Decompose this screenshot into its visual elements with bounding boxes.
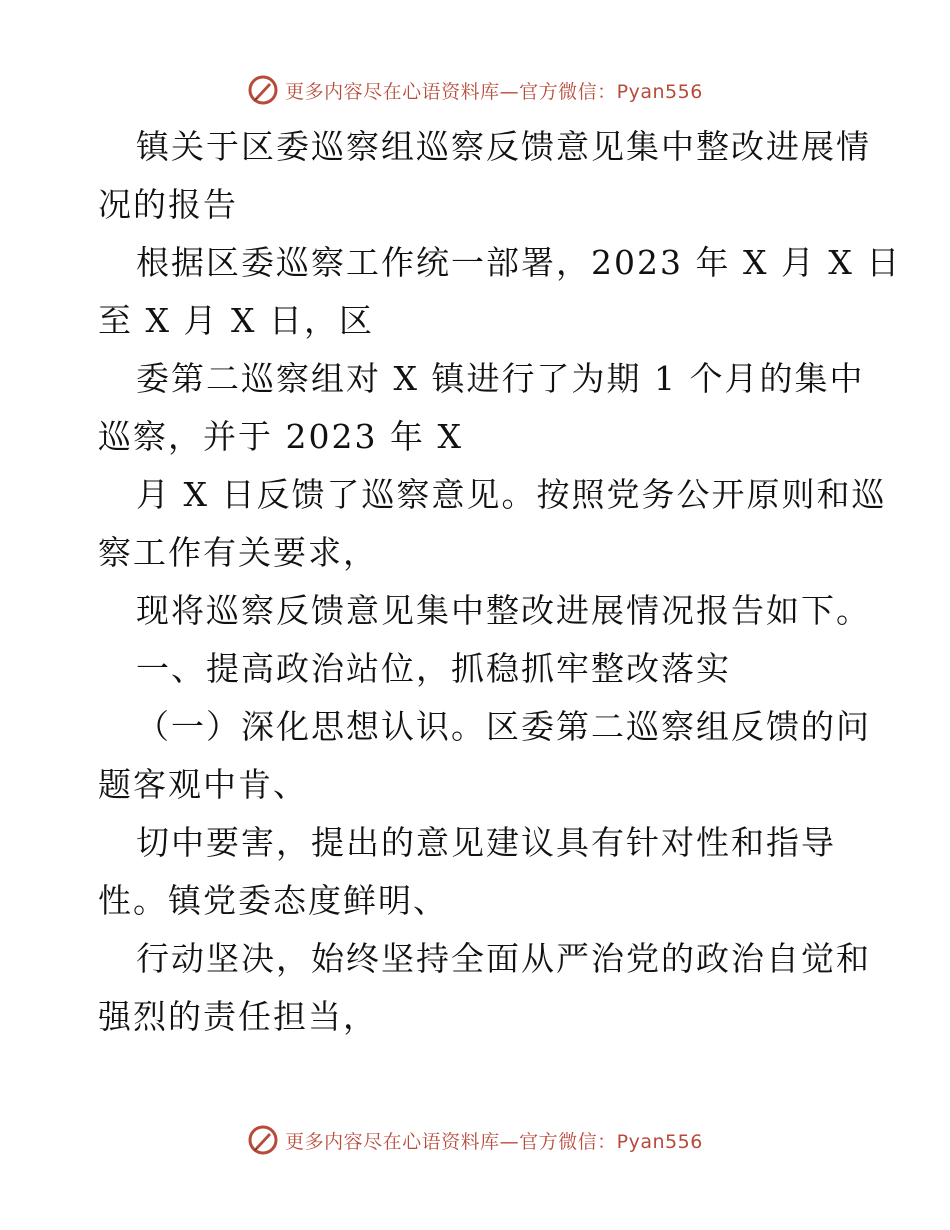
- text-line: 委第二巡察组对 X 镇进行了为期 1 个月的集中: [136, 359, 865, 398]
- text-line: 题客观中肯、: [98, 765, 308, 804]
- paragraph: [98, 350, 865, 466]
- text-line: 察工作有关要求，: [98, 533, 378, 572]
- text-line: 根据区委巡察工作统一部署，2023 年 X 月 X 日: [136, 243, 902, 282]
- text-line: 行动坚决，始终坚持全面从严治党的政治自觉和: [136, 939, 871, 978]
- text-line: 切中要害，提出的意见建议具有针对性和指导: [136, 823, 836, 862]
- header-banner: [0, 70, 950, 110]
- text-line: 镇关于区委巡察组巡察反馈意见集中整改进展情: [136, 127, 871, 166]
- quill-seal-icon: [247, 74, 279, 106]
- footer-banner-text: 更多内容尽在心语资料库—官方微信：Pyan556: [285, 1130, 703, 1153]
- paragraph: [98, 930, 871, 1046]
- text-line: 至 X 月 X 日，区: [98, 301, 374, 340]
- text-line: 性。镇党委态度鲜明、: [98, 881, 448, 920]
- text-line: 现将巡察反馈意见集中整改进展情况报告如下。: [136, 591, 871, 630]
- text-line: 强烈的责任担当，: [98, 997, 378, 1036]
- paragraph: [98, 698, 871, 814]
- section-heading: [98, 640, 858, 698]
- paragraph: [98, 582, 871, 640]
- text-line: 月 X 日反馈了巡察意见。按照党务公开原则和巡: [136, 475, 887, 514]
- paragraph: [98, 814, 858, 930]
- text-line: 巡察，并于 2023 年 X: [98, 417, 463, 456]
- paragraph: [98, 234, 902, 350]
- header-banner-text: 更多内容尽在心语资料库—官方微信：Pyan556: [285, 80, 703, 103]
- footer-banner: [0, 1120, 950, 1160]
- paragraph: [98, 466, 887, 582]
- title-paragraph: [98, 118, 871, 234]
- document-body: [98, 118, 902, 1046]
- text-line: 一、提高政治站位，抓稳抓牢整改落实: [136, 649, 731, 688]
- text-line: （一）深化思想认识。区委第二巡察组反馈的问: [136, 707, 871, 746]
- text-line: 况的报告: [98, 185, 238, 224]
- quill-seal-icon: [247, 1124, 279, 1156]
